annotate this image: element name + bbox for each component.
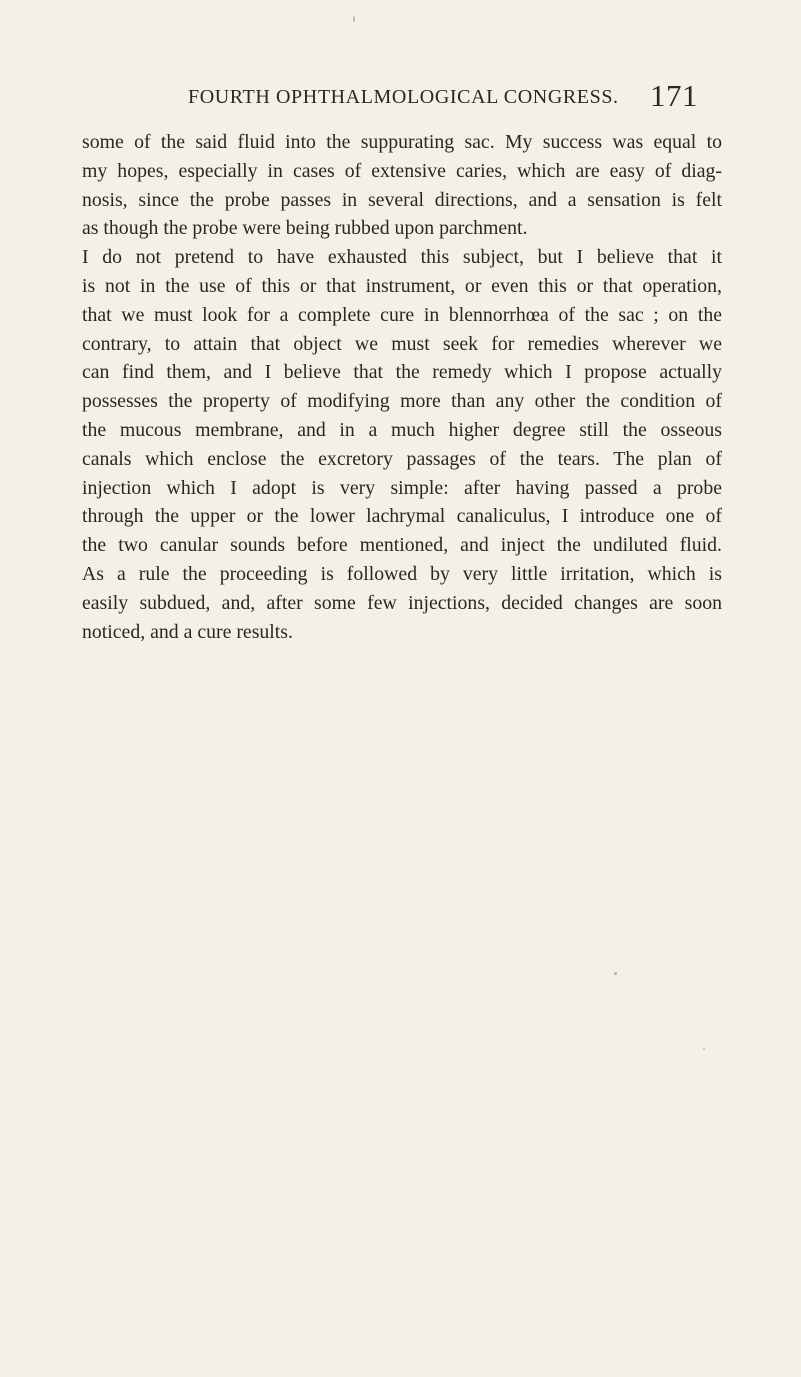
body-text (82, 128, 722, 646)
text-line: my hopes, especially in cases of extensive caries, which are easy of diag- (82, 159, 722, 182)
text-line: contrary, to attain that object we must seek for remedies wherever we (82, 332, 722, 355)
paper-speck (703, 1048, 705, 1050)
paper-speck (614, 972, 617, 975)
text-line: can find them, and I believe that the remedy which I propose actually (82, 361, 722, 384)
text-line: some of the said fluid into the suppurating sac. My success was equal to (82, 131, 722, 153)
paper-speck (353, 16, 355, 22)
text-line: canals which enclose the excretory passages of the tears. The plan of (82, 447, 722, 470)
text-line: the mucous membrane, and in a much higher degree still the osseous (82, 418, 722, 441)
text-line: As a rule the proceeding is followed by very little irritation, which is (82, 562, 722, 585)
text-line: noticed, and a cure results. (82, 620, 293, 643)
text-line: through the upper or the lower lachrymal canaliculus, I introduce one of (82, 505, 722, 528)
page-number: 171 (650, 78, 698, 113)
text-line: the two canular sounds before mentioned, and inject the undiluted fluid. (82, 534, 722, 557)
text-line: nosis, since the probe passes in several directions, and a sensation is felt (82, 188, 722, 211)
text-line: as though the probe were being rubbed upon parchment. (82, 217, 528, 240)
text-line: easily subdued, and, after some few injections, decided changes are soon (82, 591, 722, 614)
text-line: possesses the property of modifying more than any other the condition of (82, 390, 722, 413)
running-head: FOURTH OPHTHALMOLOGICAL CONGRESS. (188, 86, 619, 108)
text-line: injection which I adopt is very simple: after having passed a probe (82, 476, 722, 499)
text-line: that we must look for a complete cure in blennorrhœa of the sac ; on the (82, 303, 722, 326)
text-line: is not in the use of this or that instrument, or even this or that operation, (82, 274, 722, 297)
text-line: I do not pretend to have exhausted this subject, but I believe that it (82, 246, 722, 269)
